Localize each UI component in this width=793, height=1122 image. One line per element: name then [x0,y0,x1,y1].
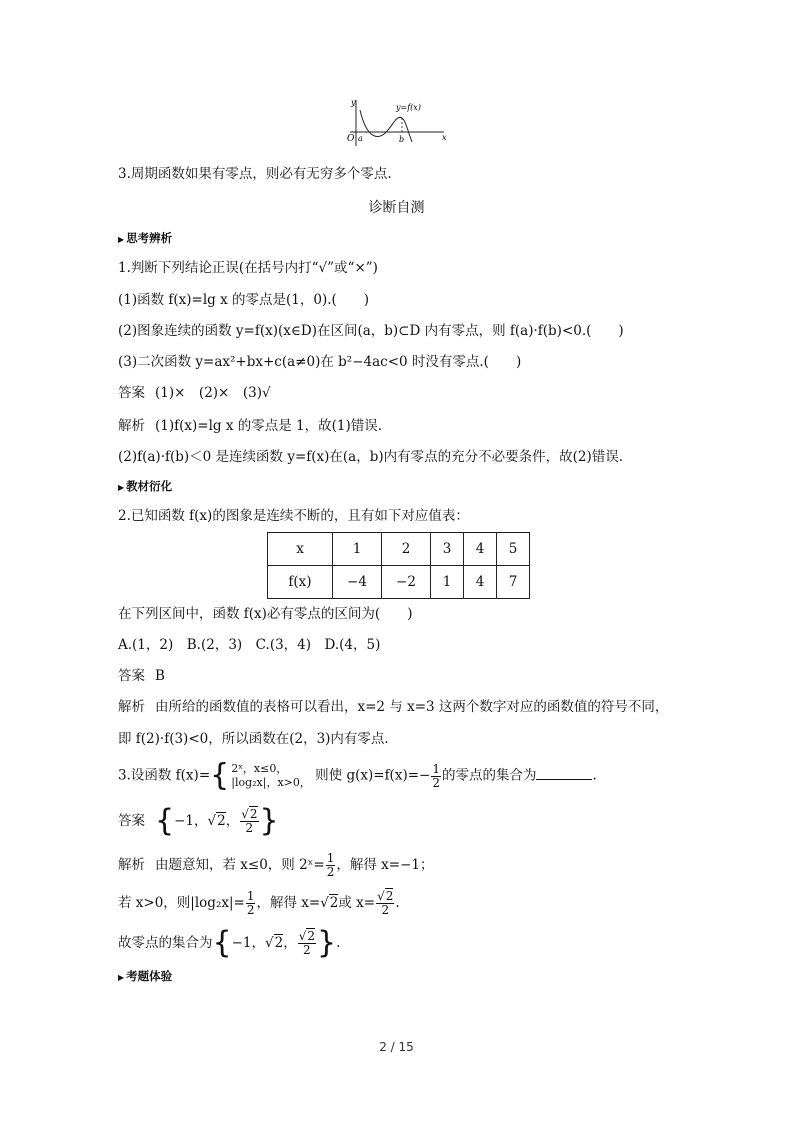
q1-statement-1: (1)函数 f(x)=lg x 的零点是(1，0).( ) [118,292,370,308]
q2-stem: 2.已知函数 f(x)的图象是连续不断的，且有如下对应值表： [118,508,469,524]
answer-text: B [155,668,165,684]
q1-statement-3: (3)二次函数 y=ax²+bx+c(a≠0)在 b²−4ac<0 时没有零点.( ) [118,354,522,370]
sqrt-value: 2 [329,895,339,911]
table-cell: 4 [464,566,497,599]
q3-stem-text: 则使 g(x)=f(x)=− [315,767,431,784]
fraction-den: 2 [326,865,335,879]
section-heading-3 [118,968,172,984]
sqrt-value: 2 [385,889,394,903]
q1-statement-2: (2)图象连续的函数 y=f(x)(x∈D)在区间(a，b)⊂D 内有零点，则 f(a)·f(b)<0.( ) [118,323,624,339]
fraction-den: 2 [245,821,254,835]
section-heading-text: 考题体验 [126,969,173,983]
answer-label: 答案 [118,813,145,829]
set-separator: ， [225,813,240,829]
table-cell: 7 [497,566,530,599]
section-heading-1 [118,230,172,246]
right-brace: } [317,925,337,961]
section-heading-text: 思考辨析 [126,231,173,245]
value-table [267,532,530,599]
right-brace: } [259,803,279,839]
fraction-num: √2 [377,889,394,903]
sqrt-value: 2 [307,929,315,943]
fraction-num: 1 [246,889,255,903]
section-heading-2 [118,478,172,494]
table-cell: 1 [431,566,464,599]
graph-y-label: y [351,98,356,107]
set-separator: ， [283,935,297,951]
fraction-sqrt2-over-2 [240,808,258,835]
analysis-text: . [395,895,400,911]
table-cell: −4 [333,566,382,599]
piecewise-definition [231,762,311,790]
page-number: 2 / 15 [379,1040,414,1054]
graph-origin-label: O [347,134,355,144]
triangle-bullet-icon: ▶ [118,973,125,982]
table-cell: −2 [382,566,431,599]
function-graph [340,96,452,148]
analysis-text: 由题意知，若 x≤0，则 2ˣ= [155,857,325,873]
fraction-sqrt2-over-2 [298,930,316,957]
left-brace: { [155,803,175,839]
q2-answer [118,666,165,686]
q2-analysis-1 [118,697,668,717]
analysis-label: 解析 [118,418,145,434]
fraction-half [431,763,441,790]
graph-a-label: a [358,134,363,143]
analysis-text: 或 x= [338,895,376,911]
fraction-num: 1 [326,851,335,865]
fraction-sqrt2-over-2 [376,890,394,917]
section-title: 诊断自测 [368,200,425,216]
q3-answer: 答案 {−1，√2， $\frac{√2}{2}$ } [118,803,279,839]
sqrt-value: 2 [249,807,258,821]
analysis-text: . [336,935,341,951]
graph-fn-label: y=f(x) [396,103,421,112]
q3-analysis-3: 故零点的集合为{−1，√2， $\frac{√2}{2}$ }. [118,925,341,961]
table-cell: 4 [464,533,497,566]
fraction-half [326,852,336,879]
graph-curve [360,110,412,142]
analysis-text: (1)f(x)=lg x 的零点是 1，故(1)错误. [155,418,383,434]
q3-analysis-2: 若 x>0，则|log₂x|= $\frac{1}{2}$ ，解得 x=√2或 x= $\frac{√2}{2}$ . [118,889,400,917]
table-cell: 2 [382,533,431,566]
fraction-num: 1 [432,761,440,776]
analysis-label: 解析 [118,857,145,873]
table-cell: x [268,533,333,566]
table-cell: 5 [497,533,530,566]
analysis-text: 故零点的集合为 [118,935,213,951]
analysis-text: ，解得 x=−1； [336,857,434,873]
q3-analysis-1 [118,852,433,879]
piece-2: |log₂x|，x>0， [231,776,311,789]
answer-text: (1)× (2)× (3)√ [155,385,271,401]
triangle-bullet-icon: ▶ [118,235,125,244]
sqrt-value: 2 [217,813,226,829]
q3-stem-text: 3.设函数 f(x)= [118,767,211,784]
set-element: −1， [174,813,208,829]
q2-options: A.(1，2) B.(2，3) C.(3，4) D.(4，5) [118,637,381,653]
set-element: −1， [231,935,265,951]
fraction-num: √2 [298,929,315,943]
q1-analysis-1 [118,416,382,436]
q1-stem: 1.判断下列结论正误(在括号内打“√”或“×”) [118,260,378,276]
fraction-num: √2 [241,807,258,821]
left-brace: { [212,925,232,961]
graph-b-label: b [399,135,405,144]
analysis-text: 由所给的函数值的表格可以看出，x=2 与 x=3 这两个数字对应的函数值的符号不同， [155,699,669,715]
left-brace: { [210,758,230,793]
q3-stem-text: 的零点的集合为 [441,767,537,784]
graph-x-label: x [442,133,447,142]
q2-question: 在下列区间中，函数 f(x)必有零点的区间为( ) [118,606,413,622]
q2-analysis-2: 即 f(2)·f(3)<0，所以函数在(2，3)内有零点. [118,731,389,747]
q1-analysis-2: (2)f(a)·f(b)＜0 是连续函数 y=f(x)在(a，b)内有零点的充分不必要条件，故(2)错误. [118,449,624,465]
sqrt-value: 2 [274,935,284,951]
fraction-half [246,890,256,917]
analysis-text: 若 x>0，则|log₂x|= [118,895,245,911]
table-row [268,566,530,599]
answer-label: 答案 [118,385,145,401]
analysis-text: ，解得 x= [256,895,321,911]
answer-label: 答案 [118,668,145,684]
q3-stem: 3.设函数 f(x)={ 2ˣ，x≤0， |log₂x|，x>0， 则使 g(x)=f(x)=− $\frac{1}{2}$ 的零点的集合为 . [118,758,597,793]
fraction-den: 2 [381,903,390,917]
fraction-den: 2 [246,903,255,917]
fraction-den: 2 [303,943,311,957]
analysis-label: 解析 [118,699,145,715]
q1-answer [118,383,271,403]
triangle-bullet-icon: ▶ [118,483,125,492]
item-3: 3.周期函数如果有零点，则必有无穷多个零点. [118,166,392,182]
table-cell: 1 [333,533,382,566]
answer-blank [536,765,592,780]
table-cell: f(x) [268,566,333,599]
section-heading-text: 教材衍化 [126,479,173,493]
fraction-den: 2 [432,775,440,790]
table-row [268,533,530,566]
piece-1: 2ˣ，x≤0， [231,762,288,775]
table-cell: 3 [431,533,464,566]
